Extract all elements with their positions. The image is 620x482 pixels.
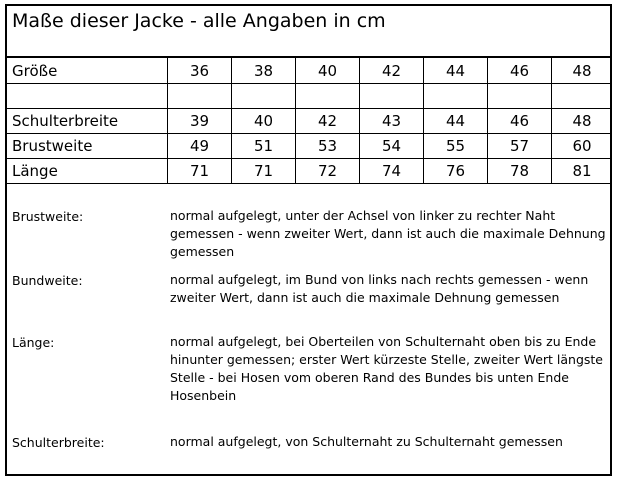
table-line bbox=[5, 133, 612, 134]
table-cell: 53 bbox=[317, 137, 338, 155]
table-cell: 43 bbox=[381, 112, 402, 130]
row-label: Brustweite bbox=[12, 137, 93, 155]
table-line bbox=[5, 183, 612, 184]
table-cell: 51 bbox=[253, 137, 274, 155]
table-line bbox=[5, 56, 612, 58]
definition-term: Länge: bbox=[12, 335, 55, 350]
size-header-label: Größe bbox=[12, 62, 58, 80]
definition-text: normal aufgelegt, von Schulternaht zu Schulternaht gemessen bbox=[170, 434, 563, 449]
page-title: Maße dieser Jacke - alle Angaben in cm bbox=[12, 10, 386, 32]
size-cell: 42 bbox=[381, 62, 402, 80]
size-cell: 38 bbox=[253, 62, 274, 80]
table-cell: 76 bbox=[445, 162, 466, 180]
definition-text: normal aufgelegt, unter der Achsel von linker zu rechter Naht gemessen - wenn zweiter Wert, dann ist auch die maximale Dehnung gemessen bbox=[170, 208, 606, 259]
table-cell: 46 bbox=[509, 112, 530, 130]
table-cell: 78 bbox=[509, 162, 530, 180]
table-cell: 54 bbox=[381, 137, 402, 155]
table-cell: 71 bbox=[253, 162, 274, 180]
definition-term: Brustweite: bbox=[12, 209, 84, 224]
definition-text: normal aufgelegt, im Bund von links nach rechts gemessen - wenn zweiter Wert, dann ist auch die maximale Dehnung gemessen bbox=[170, 272, 589, 305]
table-cell: 48 bbox=[572, 112, 592, 130]
table-cell: 40 bbox=[253, 112, 274, 130]
table-line bbox=[5, 83, 612, 84]
table-cell: 60 bbox=[572, 137, 592, 155]
definition-term: Bundweite: bbox=[12, 273, 83, 288]
table-cell: 39 bbox=[189, 112, 210, 130]
table-cell: 44 bbox=[445, 112, 466, 130]
table-line bbox=[5, 108, 612, 109]
table-cell: 72 bbox=[317, 162, 338, 180]
size-cell: 36 bbox=[189, 62, 210, 80]
table-cell: 57 bbox=[509, 137, 530, 155]
table-cell: 42 bbox=[317, 112, 338, 130]
size-cell: 40 bbox=[317, 62, 338, 80]
size-cell: 46 bbox=[509, 62, 530, 80]
definition-text: normal aufgelegt, bei Oberteilen von Schulternaht oben bis zu Ende hinunter gemessen; erster Wert kürzeste Stelle, zweiter Wert längste Stelle - bei Hosen vom oberen Rand des Bundes bis unten Ende Hosenbein bbox=[170, 334, 603, 403]
table-cell: 74 bbox=[381, 162, 402, 180]
table-cell: 71 bbox=[189, 162, 210, 180]
row-label: Länge bbox=[12, 162, 58, 180]
row-label: Schulterbreite bbox=[12, 112, 119, 130]
table-cell: 49 bbox=[189, 137, 210, 155]
table-cell: 55 bbox=[445, 137, 466, 155]
size-cell: 44 bbox=[445, 62, 466, 80]
table-cell: 81 bbox=[572, 162, 592, 180]
table-line bbox=[5, 158, 612, 159]
definition-term: Schulterbreite: bbox=[12, 435, 105, 450]
size-cell: 48 bbox=[572, 62, 592, 80]
